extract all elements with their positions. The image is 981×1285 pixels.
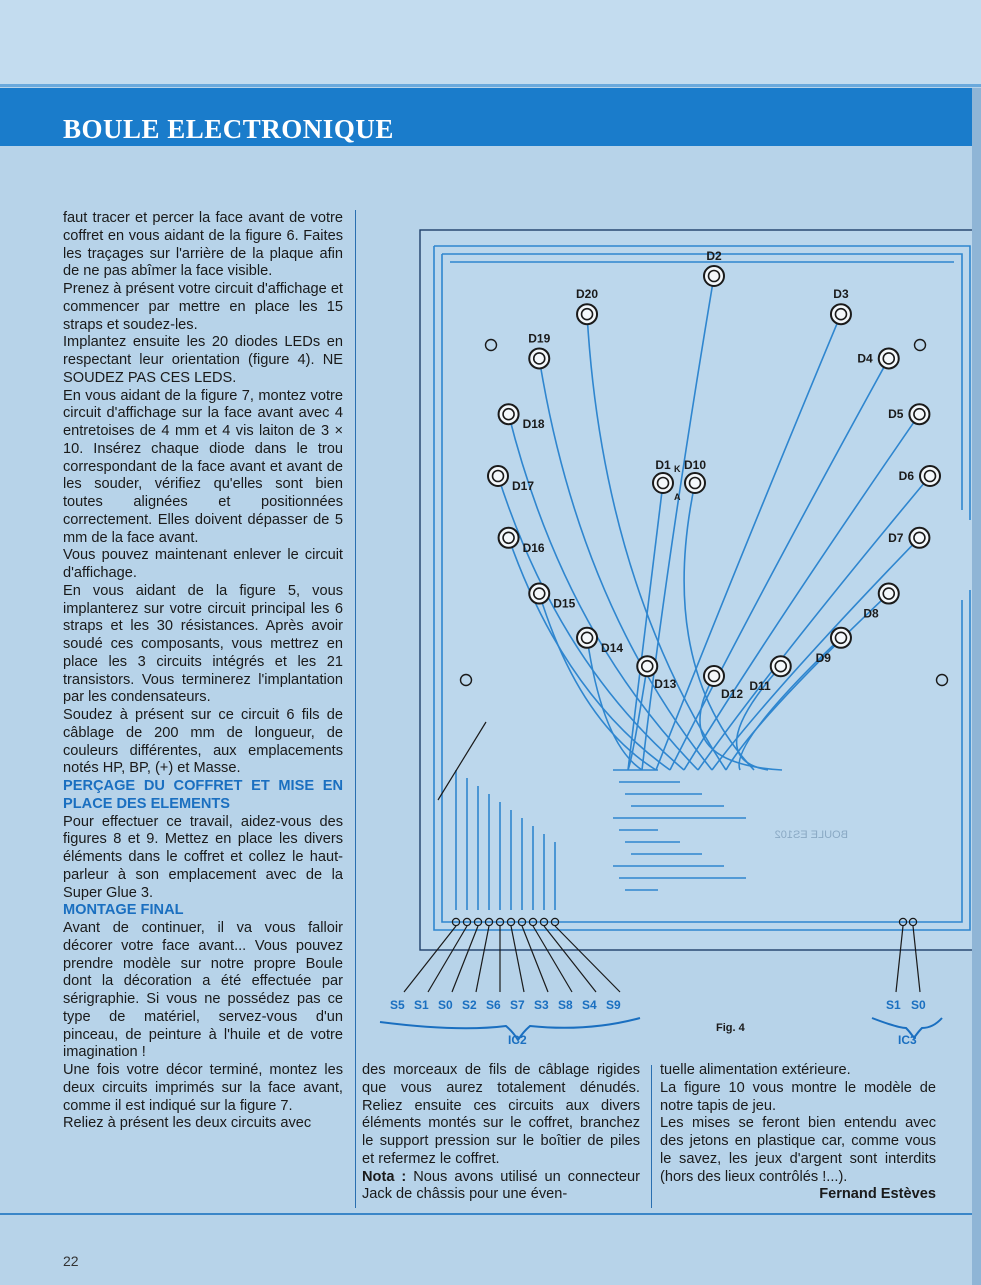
diode-label: D6 [898,469,914,483]
led-d15 [529,584,549,604]
diode-label: D2 [706,249,722,263]
diode-label: D3 [833,287,849,302]
led-d20 [577,304,597,324]
paragraph: En vous aidant de la figure 5, vous implanterez sur votre circuit principal les 6 straps et les 30 résistances. Après avoir soudé ces composants, vous mettrez en place les 3 circuits intégrés et les 21 transistors. Vous terminerez l'implantation par les condensateurs. [63,582,343,706]
diode-label: D9 [815,650,831,665]
bottom-rule [0,1213,981,1215]
pin-marker: K [674,464,681,474]
column-2 [362,1062,640,1204]
diode-label: D13 [654,677,677,692]
diode-label: D16 [522,540,545,555]
diode-label: D11 [749,679,771,694]
ic2-pin-label: S7 [510,998,525,1012]
diode-label: D1 [655,458,671,472]
ic3-pin-label: S1 [886,998,901,1012]
paragraph: tuelle alimentation extérieure. [660,1062,851,1078]
led-d8 [879,584,899,604]
paragraph: En vous aidant de la figure 7, montez votre circuit d'affichage sur la face avant avec 4 entretoises de 4 mm et 4 vis laiton de 3 × 10. Insérez chaque diode dans le trou correspondant de la face avant et avant de les souder, vérifiez qu'elles sont bien toutes alignées et positionnées correctement. Elles doivent dépasser de 5 mm de la face avant. [63,387,343,546]
author-signature: Fernand Estèves [819,1186,936,1203]
led-d7 [909,528,929,548]
ic2-pin-label: S2 [462,998,477,1012]
ic3-pin-label: S0 [911,998,926,1012]
ic3-label: IC3 [898,1033,917,1047]
mirrored-board-text: BOULE ES102 [774,829,848,841]
column-3 [660,1062,936,1204]
nota-label: Nota : [362,1168,407,1185]
paragraph: Soudez à présent sur ce circuit 6 fils de câblage de 200 mm de longueur, de couleurs différentes, aux emplacements notés HP, BP, (+) et Masse. [63,707,343,777]
diode-label: D8 [863,606,879,621]
pin-marker: A [674,492,681,502]
section-heading: PERÇAGE DU COFFRET ET MISE EN PLACE DES ELEMENTS [63,778,343,812]
column-1 [63,210,343,1133]
ic2-pin-label: S8 [558,998,573,1012]
paragraph: Prenez à présent votre circuit d'affichage et commencer par mettre en place les 15 straps et soudez-les. [63,281,343,333]
diode-label: D14 [601,640,624,655]
paragraph: Avant de continuer, il va vous falloir décorer votre face avant... Vous pouvez prendre modèle sur notre propre Boule dont la décoration a été effectuée par sérigraphie. Si vous ne possédez pas ce type de matériel, servez-vous d'un pinceau, de peinture à l'huile et de votre imagination ! [63,920,343,1061]
diode-label: D17 [512,479,535,493]
ic2-pin-label: S9 [606,998,621,1012]
figure-caption: Fig. 4 [716,1022,745,1034]
diode-label: D5 [888,407,904,422]
column-divider [651,1065,652,1208]
page-edge [972,88,981,1285]
ic2-pin-label: S5 [390,998,405,1012]
led-d2 [704,266,724,286]
section-heading: MONTAGE FINAL [63,902,184,919]
led-d9 [831,628,851,648]
page-number: 22 [63,1253,79,1269]
led-d6 [920,466,940,486]
paragraph: faut tracer et percer la face avant de votre coffret en vous aidant de la figure 6. Faites les traçages sur l'arrière de la plaque afin de ne pas abîmer la face visible. [63,210,343,280]
paragraph: La figure 10 vous montre le modèle de notre tapis de jeu. [660,1079,936,1114]
led-d19 [529,348,549,368]
paragraph: Reliez à présent les deux circuits avec [63,1115,312,1132]
nota-text: Nous avons utilisé un connecteur Jack de châssis pour une éven- [362,1168,640,1203]
paragraph: Pour effectuer ce travail, aidez-vous des figures 8 et 9. Mettez en place les divers éléments dans le coffret et collez le haut-parleur à son emplacement avec de la Super Glue 3. [63,813,343,901]
diode-label: D4 [857,351,873,366]
figure-4-pcb-layout [358,210,981,1060]
ic2-pin-label: S4 [582,998,597,1012]
diode-label: D10 [683,458,707,472]
ic2-pin-label: S1 [414,998,429,1012]
paragraph: des morceaux de fils de câblage rigides que vous aurez totalement dénudés. Reliez ensuite ces circuits aux divers éléments montés sur le coffret, branchez le support pression sur le boîtier de piles et refermez le coffret. [362,1062,640,1167]
paragraph: Les mises se feront bien entendu avec des jetons en plastique car, comme vous le savez, les jeux d'argent sont interdits (hors des lieux contrôlés !...). [660,1115,936,1185]
led-d4 [879,348,899,368]
led-d1 [653,473,673,493]
paragraph: Vous pouvez maintenant enlever le circuit d'affichage. [63,547,343,581]
led-d14 [577,628,597,648]
diode-label: D7 [888,530,904,545]
paragraph: Une fois votre décor terminé, montez les deux circuits imprimés sur la face avant, comme il est indiqué sur la figure 7. [63,1062,343,1114]
top-margin [0,0,981,86]
column-divider [355,210,356,1208]
ic2-pin-label: S0 [438,998,453,1012]
led-d3 [831,304,851,324]
diode-label: D20 [576,287,599,302]
led-d5 [909,404,929,424]
led-d10 [685,473,705,493]
ic2-pin-label: S3 [534,998,549,1012]
diode-label: D12 [720,687,744,701]
ic2-label: IC2 [508,1033,527,1047]
led-d16 [499,528,519,548]
paragraph: Implantez ensuite les 20 diodes LEDs en respectant leur orientation (figure 4). NE SOUDEZ PAS CES LEDS. [63,334,343,386]
led-d12 [704,666,724,686]
led-d13 [637,656,657,676]
ic2-pin-label: S6 [486,998,501,1012]
top-rule [0,84,981,87]
article-title: BOULE ELECTRONIQUE [63,114,394,144]
led-d11 [771,656,791,676]
diode-label: D15 [553,596,576,611]
diode-label: D18 [522,417,545,432]
article-header [0,88,981,146]
diode-label: D19 [528,331,551,346]
nota-paragraph [362,1169,640,1205]
led-d18 [499,404,519,424]
led-d17 [488,466,508,486]
